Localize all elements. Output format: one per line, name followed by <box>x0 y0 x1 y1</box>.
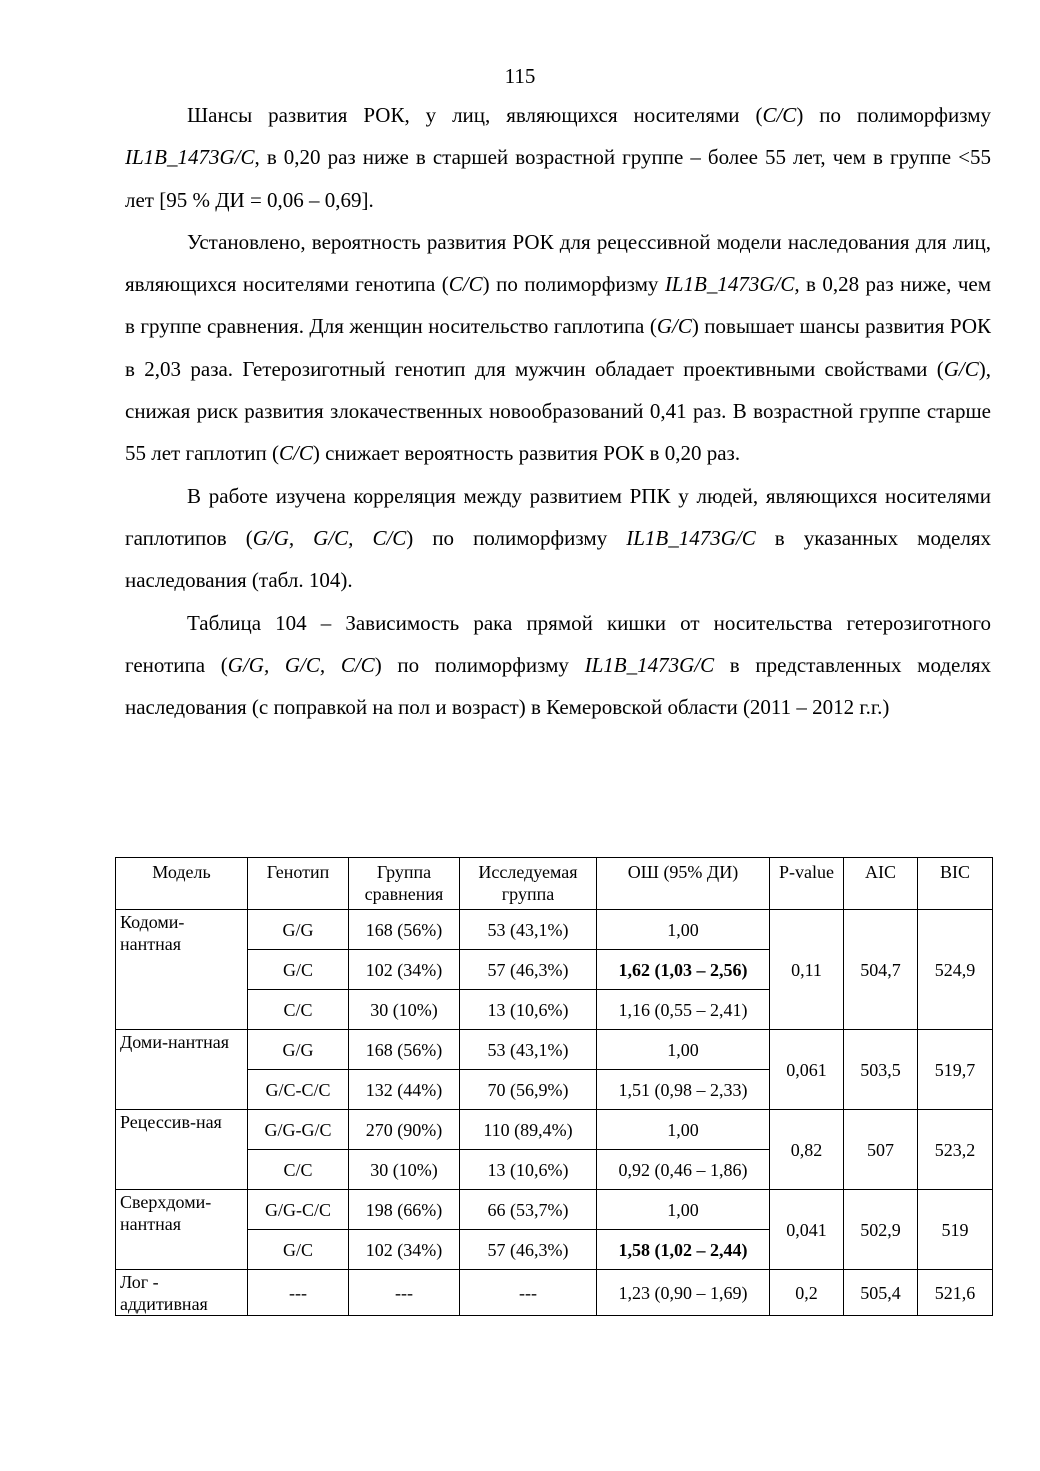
p-value-cell: 0,061 <box>770 1030 844 1110</box>
header-odds-ratio: ОШ (95% ДИ) <box>597 858 770 910</box>
genotype-cell: G/G-G/C <box>248 1110 349 1150</box>
study-cell: --- <box>460 1270 597 1316</box>
study-cell: 57 (46,3%) <box>460 1230 597 1270</box>
odds-ratio-cell: 1,00 <box>597 910 770 950</box>
model-cell: Доми-нантная <box>116 1030 248 1110</box>
page-number: 115 <box>504 64 536 88</box>
bic-cell: 519,7 <box>918 1030 993 1110</box>
paragraph-3: В работе изучена корреляция между развитием РПК у людей, являющихся носителями гаплотипов (G/G, G/C, C/C) по полиморфизму IL1B_1473G/C в указанных моделях наследования (табл. 104). <box>125 483 991 593</box>
odds-ratio-cell: 1,58 (1,02 – 2,44) <box>597 1230 770 1270</box>
study-cell: 70 (56,9%) <box>460 1070 597 1110</box>
header-model: Модель <box>116 858 248 910</box>
comparison-cell: 102 (34%) <box>349 950 460 990</box>
comparison-cell: 270 (90%) <box>349 1110 460 1150</box>
header-genotype: Генотип <box>248 858 349 910</box>
p-value-cell: 0,2 <box>770 1270 844 1316</box>
header-bic: BIC <box>918 858 993 910</box>
odds-ratio-cell: 1,23 (0,90 – 1,69) <box>597 1270 770 1316</box>
genotype-cell: --- <box>248 1270 349 1316</box>
comparison-cell: 30 (10%) <box>349 1150 460 1190</box>
study-cell: 53 (43,1%) <box>460 910 597 950</box>
table-header-row <box>116 858 993 910</box>
p-value-cell: 0,11 <box>770 910 844 1030</box>
model-cell: Лог - аддитивная <box>116 1270 248 1316</box>
table-row <box>116 1110 993 1150</box>
genotype-cell: G/C-C/C <box>248 1070 349 1110</box>
genotype-cell: G/G <box>248 910 349 950</box>
comparison-cell: 198 (66%) <box>349 1190 460 1230</box>
header-p-value: P-value <box>770 858 844 910</box>
comparison-cell: 30 (10%) <box>349 990 460 1030</box>
comparison-cell: 168 (56%) <box>349 1030 460 1070</box>
paragraph-2: Установлено, вероятность развития РОК для рецессивной модели наследования для лиц, являющихся носителями генотипа (C/C) по полиморфизму IL1B_1473G/C, в 0,28 раз ниже, чем в группе сравнения. Для женщин носительство гаплотипа (G/C) повышает шансы развития РОК в 2,03 раза. Гетерозиготный генотип для мужчин обладает проективными свойствами (G/C), снижая риск развития злокачественных новообразований 0,41 раз. В возрастной группе старше 55 лет гаплотип (C/C) снижает вероятность развития РОК в 0,20 раз. <box>125 229 992 466</box>
aic-cell: 504,7 <box>844 910 918 1030</box>
p-value-cell: 0,82 <box>770 1110 844 1190</box>
bic-cell: 519 <box>918 1190 993 1270</box>
model-cell: Сверхдоми-нантная <box>116 1190 248 1270</box>
header-aic: AIC <box>844 858 918 910</box>
comparison-cell: 102 (34%) <box>349 1230 460 1270</box>
study-cell: 13 (10,6%) <box>460 990 597 1030</box>
body-text <box>125 94 991 728</box>
odds-ratio-cell: 0,92 (0,46 – 1,86) <box>597 1150 770 1190</box>
comparison-cell: --- <box>349 1270 460 1316</box>
odds-ratio-cell: 1,00 <box>597 1030 770 1070</box>
genotype-cell: G/G-C/C <box>248 1190 349 1230</box>
genotype-cell: G/C <box>248 950 349 990</box>
odds-ratio-cell: 1,00 <box>597 1110 770 1150</box>
genotype-cell: G/G <box>248 1030 349 1070</box>
header-comparison-group: Группа сравнения <box>349 858 460 910</box>
study-cell: 110 (89,4%) <box>460 1110 597 1150</box>
table-caption: Таблица 104 – Зависимость рака прямой кишки от носительства гетерозиготного генотипа (G/G, G/C, C/C) по полиморфизму IL1B_1473G/C в представленных моделях наследования (с поправкой на пол и возраст) в Кемеровской области (2011 – 2012 г.г.) <box>125 610 991 720</box>
comparison-cell: 168 (56%) <box>349 910 460 950</box>
study-cell: 57 (46,3%) <box>460 950 597 990</box>
table-row <box>116 1030 993 1070</box>
study-cell: 66 (53,7%) <box>460 1190 597 1230</box>
aic-cell: 505,4 <box>844 1270 918 1316</box>
results-table <box>115 857 993 1316</box>
p-value-cell: 0,041 <box>770 1190 844 1270</box>
odds-ratio-cell: 1,00 <box>597 1190 770 1230</box>
model-cell: Рецессив-ная <box>116 1110 248 1190</box>
genotype-cell: C/C <box>248 990 349 1030</box>
odds-ratio-cell: 1,62 (1,03 – 2,56) <box>597 950 770 990</box>
genotype-cell: G/C <box>248 1230 349 1270</box>
aic-cell: 502,9 <box>844 1190 918 1270</box>
comparison-cell: 132 (44%) <box>349 1070 460 1110</box>
bic-cell: 524,9 <box>918 910 993 1030</box>
table-row <box>116 1270 993 1316</box>
aic-cell: 503,5 <box>844 1030 918 1110</box>
paragraph-1: Шансы развития РОК, у лиц, являющихся носителями (C/C) по полиморфизму IL1B_1473G/C, в 0,20 раз ниже в старшей возрастной группе – более 55 лет, чем в группе <55 лет [95 % ДИ = 0,06 – 0,69]. <box>125 103 991 212</box>
model-cell: Кодоми-нантная <box>116 910 248 1030</box>
genotype-cell: C/C <box>248 1150 349 1190</box>
table-row <box>116 1190 993 1230</box>
odds-ratio-cell: 1,51 (0,98 – 2,33) <box>597 1070 770 1110</box>
table-row <box>116 910 993 950</box>
bic-cell: 521,6 <box>918 1270 993 1316</box>
aic-cell: 507 <box>844 1110 918 1190</box>
study-cell: 13 (10,6%) <box>460 1150 597 1190</box>
study-cell: 53 (43,1%) <box>460 1030 597 1070</box>
bic-cell: 523,2 <box>918 1110 993 1190</box>
odds-ratio-cell: 1,16 (0,55 – 2,41) <box>597 990 770 1030</box>
header-study-group: Исследуемая группа <box>460 858 597 910</box>
